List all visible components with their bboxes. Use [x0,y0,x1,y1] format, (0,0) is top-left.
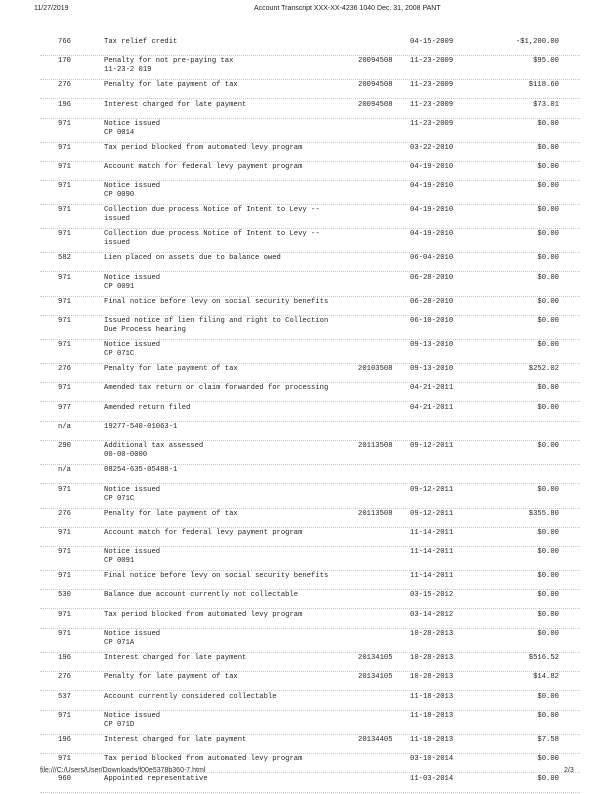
transaction-amount: $0.00 [537,317,559,326]
transaction-code: 196 [58,735,71,744]
transaction-description: Final notice before levy on social security benefits [104,572,329,581]
transaction-code: 971 [58,341,71,350]
transaction-code: 971 [58,297,71,306]
transaction-amount: $118.60 [528,81,559,90]
row-divider [40,508,580,509]
row-divider [40,652,580,653]
transaction-date: 11-23-2009 [410,100,454,109]
row-divider [40,55,580,56]
transaction-row [0,529,612,548]
transaction-row [0,442,612,466]
transaction-description: Interest charged for late payment [104,654,247,663]
transaction-date: 04-19-2010 [410,206,454,215]
transaction-date: 03-14-2012 [410,610,454,619]
transaction-date: 11-18-2013 [410,711,454,720]
transaction-row [0,317,612,341]
transaction-date: 03-15-2012 [410,591,454,600]
transaction-row [0,120,612,144]
row-divider [40,296,580,297]
transaction-description: 19277-540-01063-1 [104,422,178,431]
transaction-date: 04-19-2010 [410,182,454,191]
transaction-row [0,591,612,610]
transaction-amount: $0.00 [537,163,559,172]
transaction-description: Collection due process Notice of Intent to Levy -- issued [104,206,320,224]
row-divider [40,271,580,272]
transaction-row [0,775,612,794]
transaction-row [0,486,612,510]
row-divider [40,228,580,229]
transaction-amount: $0.00 [537,711,559,720]
transaction-date: 11-23-2009 [410,81,454,90]
transaction-amount: $0.00 [537,254,559,263]
transaction-row [0,163,612,182]
transaction-cycle: 20094508 [358,57,393,66]
transaction-amount: $95.00 [533,57,559,66]
transaction-amount: $0.00 [537,755,559,764]
transaction-row [0,404,612,423]
row-divider [40,527,580,528]
transaction-date: 09-13-2010 [410,365,454,374]
transaction-description: Notice issued CP 071D [104,711,161,729]
transaction-code: 971 [58,610,71,619]
transaction-description: Penalty for late payment of tax [104,509,238,518]
row-divider [40,363,580,364]
row-divider [40,710,580,711]
transaction-date: 04-19-2010 [410,230,454,239]
transaction-code: 971 [58,485,71,494]
transaction-date: 11-23-2009 [410,119,454,128]
transaction-code: 530 [58,591,71,600]
transaction-code: 971 [58,119,71,128]
transaction-description: Penalty for not pre-paying tax 11-23-2 019 [104,57,234,75]
transaction-code: 971 [58,230,71,239]
transaction-description: Notice issued CP 0091 [104,548,161,566]
transaction-code: 977 [58,403,71,412]
transaction-date: 06-28-2010 [410,297,454,306]
transaction-description: Interest charged for late payment [104,100,247,109]
row-divider [40,671,580,672]
transaction-code: 276 [58,509,71,518]
transaction-amount: $0.00 [537,442,559,451]
transaction-date: 04-15-2009 [410,38,454,46]
transaction-date: 09-12-2011 [410,485,454,494]
transaction-description: Issued notice of lien filing and right to Collection Due Process hearing [104,317,329,335]
transaction-amount: $0.00 [537,572,559,581]
transaction-description: Lien placed on assets due to balance owed [104,254,281,263]
transaction-description: Notice issued CP 0091 [104,273,161,291]
transaction-date: 11-23-2009 [410,57,454,66]
transaction-amount: $0.00 [537,403,559,412]
row-divider [40,628,580,629]
transaction-cycle: 20134105 [358,673,393,682]
transaction-row [0,254,612,273]
transaction-description: Penalty for late payment of tax [104,365,238,374]
row-divider [40,382,580,383]
transaction-date: 09-12-2011 [410,509,454,518]
transaction-code: 276 [58,673,71,682]
transaction-amount: $0.00 [537,143,559,152]
transaction-cycle: 20113508 [358,442,393,451]
row-divider [40,118,580,119]
transaction-row [0,466,612,485]
row-divider [40,440,580,441]
transaction-row [0,673,612,692]
transaction-amount: -$1,200.00 [515,38,559,46]
transaction-row [0,101,612,120]
transaction-date: 11-18-2013 [410,735,454,744]
transaction-amount: $0.00 [537,548,559,557]
row-divider [40,252,580,253]
transaction-row [0,38,612,57]
transaction-cycle: 20103508 [358,365,393,374]
transaction-code: 170 [58,57,71,66]
transaction-description: Account match for federal levy payment program [104,528,303,537]
transaction-row [0,548,612,572]
transaction-code: 971 [58,384,71,393]
transaction-row [0,206,612,230]
transaction-date: 09-13-2010 [410,341,454,350]
header-date: 11/27/2019 [34,5,69,12]
transaction-amount: $0.00 [537,182,559,191]
row-divider [40,142,580,143]
transaction-code: 971 [58,548,71,557]
transaction-row [0,182,612,206]
transaction-code: 766 [58,38,71,46]
transaction-amount: $0.00 [537,273,559,282]
transaction-code: 971 [58,143,71,152]
row-divider [40,421,580,422]
transaction-amount: $0.00 [537,692,559,701]
transaction-code: 582 [58,254,71,263]
row-divider [40,734,580,735]
row-divider [40,690,580,691]
transaction-description: Tax period blocked from automated levy program [104,610,303,619]
transaction-date: 10-28-2013 [410,654,454,663]
transaction-amount: $7.58 [537,735,559,744]
transaction-description: Account match for federal levy payment program [104,163,303,172]
transaction-amount: $0.00 [537,485,559,494]
transaction-code: n/a [58,466,71,475]
transaction-description: Tax period blocked from automated levy program [104,755,303,764]
transaction-code: 971 [58,317,71,326]
row-divider [40,401,580,402]
transaction-row [0,510,612,529]
transaction-date: 06-10-2010 [410,317,454,326]
transaction-row [0,144,612,163]
transaction-amount: $516.52 [528,654,559,663]
row-divider [40,339,580,340]
transaction-row [0,57,612,81]
transaction-description: Additional tax assessed 00-00-0000 [104,442,204,460]
transaction-row [0,230,612,254]
transaction-description: Appointed representative [104,774,208,783]
transaction-description: Notice issued CP 0090 [104,182,161,200]
transaction-code: 971 [58,273,71,282]
transaction-amount: $355.80 [528,509,559,518]
transaction-description: Notice issued CP 071C [104,485,161,503]
transaction-date: 11-18-2013 [410,692,454,701]
transaction-description: Amended return filed [104,403,191,412]
transaction-date: 03-22-2010 [410,143,454,152]
row-divider [40,753,580,754]
transaction-amount: $0.00 [537,774,559,783]
row-divider [40,161,580,162]
transaction-date: 11-14-2011 [410,528,454,537]
transaction-description: Amended tax return or claim forwarded for processing [104,384,329,393]
transaction-amount: $0.00 [537,230,559,239]
transaction-amount: $0.00 [537,591,559,600]
transaction-row [0,81,612,100]
row-divider [40,98,580,99]
footer-file-path: file:///C:/Users/User/Downloads/f00e5378b360-7.html [40,767,206,774]
transaction-description: 08254-635-05488-1 [104,466,178,475]
row-divider [40,315,580,316]
row-divider [40,79,580,80]
transaction-row [0,654,612,673]
transaction-code: 971 [58,711,71,720]
row-divider [40,180,580,181]
transaction-row [0,630,612,654]
transaction-amount: $0.00 [537,630,559,639]
transaction-row [0,712,612,736]
transaction-date: 04-19-2010 [410,163,454,172]
transaction-date: 06-04-2010 [410,254,454,263]
transaction-date: 04-21-2011 [410,403,454,412]
transaction-cycle: 20113508 [358,509,393,518]
transaction-amount: $0.00 [537,297,559,306]
transaction-description: Tax period blocked from automated levy program [104,143,303,152]
transaction-date: 04-21-2011 [410,384,454,393]
transaction-description: Penalty for late payment of tax [104,673,238,682]
row-divider [40,483,580,484]
transaction-cycle: 20134405 [358,735,393,744]
transaction-code: 971 [58,528,71,537]
transaction-amount: $0.00 [537,119,559,128]
transaction-description: Final notice before levy on social security benefits [104,297,329,306]
transaction-description: Penalty for late payment of tax [104,81,238,90]
transaction-row [0,611,612,630]
row-divider [40,546,580,547]
transaction-code: 971 [58,206,71,215]
transaction-code: 196 [58,654,71,663]
transaction-amount: $0.00 [537,610,559,619]
row-divider [40,464,580,465]
transaction-date: 10-28-2013 [410,630,454,639]
transaction-description: Interest charged for late payment [104,735,247,744]
transaction-date: 06-28-2010 [410,273,454,282]
transaction-row [0,384,612,403]
transaction-row [0,693,612,712]
transaction-amount: $0.00 [537,528,559,537]
transaction-date: 11-14-2011 [410,548,454,557]
transaction-amount: $73.01 [533,100,559,109]
transaction-code: 971 [58,572,71,581]
transaction-code: 537 [58,692,71,701]
transaction-code: 290 [58,442,71,451]
transaction-code: 196 [58,100,71,109]
row-divider [40,608,580,609]
transaction-description: Notice issued CP 071C [104,341,161,359]
transaction-row [0,298,612,317]
transactions-table [0,38,612,794]
transaction-code: 971 [58,163,71,172]
transaction-date: 09-12-2011 [410,442,454,451]
transaction-code: 960 [58,774,71,783]
transaction-date: 11-14-2011 [410,572,454,581]
transaction-description: Notice issued CP 071A [104,630,161,648]
transaction-amount: $0.00 [537,206,559,215]
footer-page-number: 2/3 [564,767,574,774]
transaction-row [0,423,612,442]
transaction-row [0,572,612,591]
row-divider [40,204,580,205]
transaction-cycle: 20094508 [358,100,393,109]
transaction-amount: $0.00 [537,341,559,350]
row-divider [40,570,580,571]
transaction-row [0,341,612,365]
transaction-code: 276 [58,365,71,374]
transaction-description: Tax relief credit [104,38,178,46]
transaction-description: Balance due account currently not collectable [104,591,299,600]
transaction-code: 971 [58,755,71,764]
transaction-date: 11-03-2014 [410,774,454,783]
transaction-cycle: 20134105 [358,654,393,663]
transaction-row [0,365,612,384]
transaction-row [0,736,612,755]
transaction-description: Notice issued CP 0014 [104,119,161,137]
transaction-amount: $252.02 [528,365,559,374]
transaction-code: 971 [58,630,71,639]
transaction-date: 10-28-2013 [410,673,454,682]
transaction-code: n/a [58,422,71,431]
transaction-row [0,274,612,298]
row-divider [40,589,580,590]
transaction-amount: $14.82 [533,673,559,682]
transaction-cycle: 20094508 [358,81,393,90]
header-title: Account Transcript XXX-XX-4236 1040 Dec. 31, 2008 PANT [254,5,441,12]
transaction-code: 276 [58,81,71,90]
transaction-code: 971 [58,182,71,191]
transaction-description: Collection due process Notice of Intent to Levy -- issued [104,230,320,248]
transaction-description: Account currently considered collectable [104,692,277,701]
transaction-amount: $0.00 [537,384,559,393]
transaction-date: 03-10-2014 [410,755,454,764]
